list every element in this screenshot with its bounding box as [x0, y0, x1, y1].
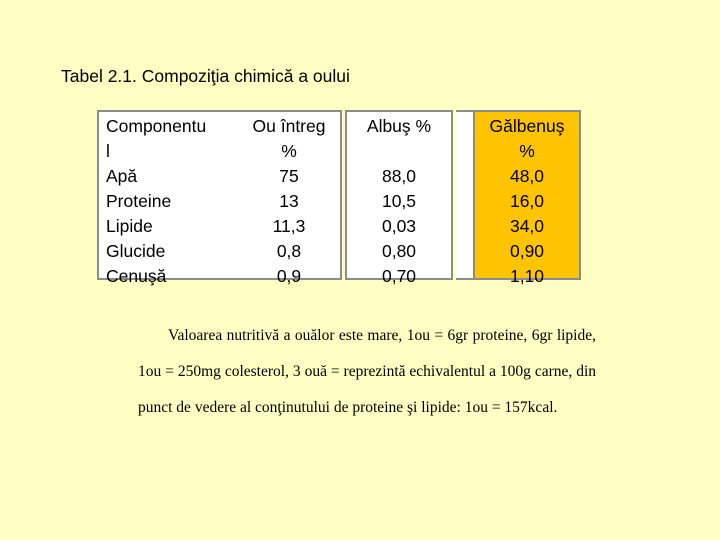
table-row-proteine-yolk: 16,0	[509, 191, 545, 211]
header-whole-line1: Ou întreg	[252, 116, 326, 136]
table-component-and-whole-columns	[97, 110, 342, 286]
header-component-line2: l	[106, 141, 110, 161]
table-row-lipide-white: 0,03	[381, 216, 417, 236]
table-yolk-column	[473, 110, 581, 286]
nutrition-note-paragraph: Valoarea nutritivă a ouălor este mare, 1ou = 6gr proteine, 6gr lipide, 1ou = 250mg colesterol, 3 ouă = reprezintă echivalentul a 100g carne, din punct de vedere al conţinutului de proteine şi lipide: 1ou = 157kcal.	[138, 327, 596, 416]
header-yolk	[475, 114, 579, 164]
table-row-glucide-whole: 0,8	[276, 241, 302, 261]
header-yolk-line2: %	[519, 141, 535, 161]
table-row-apa-whole: 75	[279, 166, 299, 186]
table-row-glucide-yolk: 0,90	[509, 241, 545, 261]
table-row-cenusa-component: Cenuşă	[106, 266, 167, 286]
table-row-proteine-whole: 13	[279, 191, 299, 211]
header-whole-egg	[239, 114, 339, 164]
table-row-cenusa-whole: 0,9	[276, 266, 302, 286]
table-row-glucide-white: 0,80	[381, 241, 417, 261]
header-white: Albuş %	[366, 116, 432, 136]
table-row-apa-yolk: 48,0	[509, 166, 545, 186]
header-whole-line2: %	[281, 141, 297, 161]
header-yolk-line1: Gălbenuş	[489, 116, 565, 136]
table-white-column	[345, 110, 453, 286]
table-row-apa-component: Apă	[106, 166, 138, 186]
slide-title: Tabel 2.1. Compoziţia chimică a oului	[61, 66, 350, 86]
table-row-glucide-component: Glucide	[106, 241, 166, 261]
table-row-lipide-component: Lipide	[106, 216, 153, 236]
egg-composition-table	[97, 110, 583, 286]
table-row-lipide-whole: 11,3	[272, 216, 306, 236]
table-row-cenusa-yolk: 1,10	[509, 266, 545, 286]
table-row-proteine-component: Proteine	[106, 191, 172, 211]
table-row-lipide-yolk: 34,0	[509, 216, 545, 236]
table-row-proteine-white: 10,5	[381, 191, 417, 211]
table-spacer-column	[456, 110, 474, 280]
header-component-line1: Componentu	[106, 116, 207, 136]
table-row-cenusa-white: 0,70	[381, 266, 417, 286]
table-row-apa-white: 88,0	[381, 166, 417, 186]
